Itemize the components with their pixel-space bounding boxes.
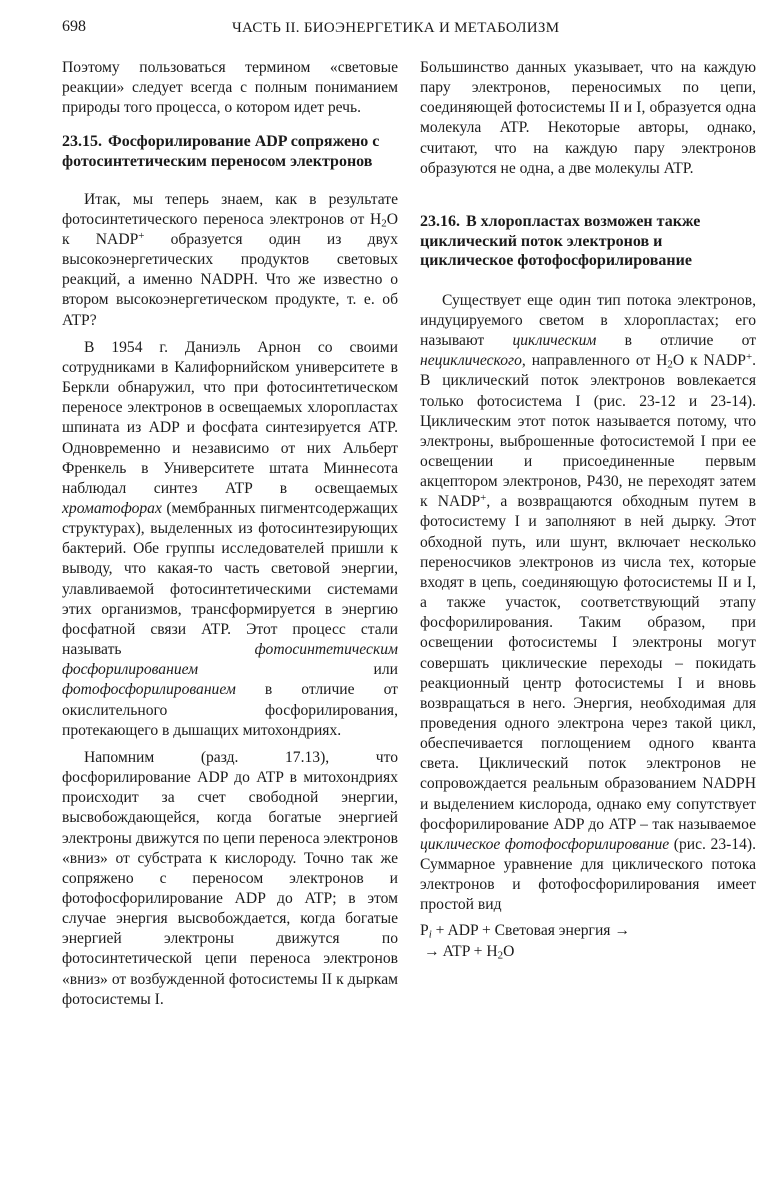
paragraph — [420, 291, 756, 916]
text-run: образуется один из двух высокоэнергетических продуктов световых реакций, а именно NADPH. Что же известно о втором высокоэнергетическом продукте, т. е. об ATP? — [62, 230, 398, 329]
text-run: (мембранных пигментсодержащих структурах), выделенных из фотосинтезирующих бактерий. Обе группы исследователей пришли к выводу, что какая-то часть световой энергии, улавливаемой фотосинтетическими системами этих организмов, трансформируется в энергию фосфатной связи ATP. Этот процесс стали называть — [62, 500, 398, 659]
section-number: 23.15. — [62, 133, 102, 151]
paragraph: Большинство данных указывает, что на каждую пару электронов, переносимых по цепи, соединяющей фотосистемы II и I, образуется одна молекула ATP. Некоторые авторы, однако, считают, что на каждую пару электронов образуются не одна, а две молекулы ATP. — [420, 59, 756, 177]
superscript: + — [480, 492, 487, 505]
superscript: + — [745, 351, 753, 364]
subscript: i — [428, 928, 432, 941]
running-head: ЧАСТЬ II. БИОЭНЕРГЕТИКА И МЕТАБОЛИЗМ — [232, 20, 560, 36]
section-title: Фосфорилирование ADP сопряжено с фотосинтетическим переносом электронов — [62, 133, 380, 171]
paragraph — [62, 190, 398, 331]
italic-term: нециклического — [420, 352, 522, 370]
paragraph-continued: Поэтому пользоваться термином «световые реакции» следует всегда с полным пониманием природы того процесса, о котором идет речь. — [62, 59, 398, 117]
text-run: . В циклический поток электронов вовлекается только фотосистема I (рис. 23-12 и 23-14). Циклическим этот поток называется потому, что электроны, выброшенные фотосистемой I при ее освещении и присоединенные первым акцептором электронов, P430, не переходят затем к NADP — [420, 352, 756, 511]
section-heading-23-15 — [62, 132, 398, 171]
text-run: + ADP + Световая энергия → — [431, 921, 630, 939]
subscript: 2 — [497, 949, 504, 962]
text-run: , направленного от H — [521, 352, 668, 370]
italic-term: хроматофорах — [62, 500, 162, 517]
text-run: или — [198, 661, 398, 679]
section-heading-23-16 — [420, 212, 756, 271]
italic-term: фотосинтетическим фосфорилированием — [62, 641, 398, 679]
subscript: 2 — [381, 217, 387, 230]
section-number: 23.16. — [420, 212, 460, 230]
page-header — [0, 18, 775, 42]
text-run: Существует еще один тип потока электронов, индуцируемого светом в хлоропластах; его называют — [420, 291, 756, 350]
text-run: в отличие от — [596, 332, 757, 350]
text-run: O — [503, 942, 515, 960]
text-run: В 1954 г. Даниэль Арнон со своими сотрудниками в Калифорнийском университете в Беркли обнаружил, что при фотосинтетическом переносе электронов в освещаемых хлоропластах шпината из ADP и фосфата синтезируется ATP. Одновременно и независимо от них Альберт Френкель в Университете штата Миннесота наблюдал синтез ATP в освещаемых — [62, 338, 398, 497]
text-run: (рис. 23-14). Суммарное уравнение для циклического потока электронов и фотофосфорилирования имеет простой вид — [420, 835, 756, 914]
right-column — [420, 58, 756, 962]
text-run: P — [420, 921, 429, 939]
italic-term: циклическим — [512, 332, 597, 350]
italic-term: фотофосфорилированием — [62, 681, 236, 699]
equation-line-2 — [420, 941, 756, 962]
paragraph — [62, 338, 398, 741]
text-run: в отличие от окислительного фосфорилирования, протекающего в дышащих митохондриях. — [62, 681, 398, 739]
text-run: → ATP + H — [424, 942, 498, 960]
left-column — [62, 58, 398, 1010]
text-run: O к NADP — [672, 352, 746, 370]
text-run: Итак, мы теперь знаем, как в результате фотосинтетического переноса электронов от H — [62, 190, 398, 228]
section-title: В хлоропластах возможен также циклический поток электронов и циклическое фотофосфорилирование — [420, 212, 701, 270]
equation — [420, 920, 756, 962]
text-run: O к NADP — [62, 210, 398, 248]
text-run: , а возвращаются обходным путем в фотосистему I и заполняют в ней дырку. Этот обходной путь, или шунт, включает несколько переносчиков электронов из числа тех, которые входят в цепь, соединяющую фотосистемы II и I, а также участок, соответствующий этапу фосфорилирования. Таким образом, при освещении фотосистемы I электроны могут совершать циклические переходы – покидать реакционный центр фотосистемы I и вновь возвращаться в него. Энергия, необходимая для проведения одного электрона через такой цикл, обеспечивается поглощением одного кванта света. Циклический поток электронов не сопровождается реальным образованием NADPH и выделением кислорода, однако ему сопутствует фосфорилирование ADP до ATP – так называемое — [420, 493, 756, 833]
page-number: 698 — [62, 18, 86, 35]
superscript: + — [138, 230, 145, 243]
italic-term: циклическое фотофосфорилирование — [420, 835, 670, 853]
equation-line-1 — [420, 920, 756, 941]
paragraph: Напомним (разд. 17.13), что фосфорилирование ADP до ATP в митохондриях происходит за счет свободной энергии, высвобождающейся, когда богатые энергией электроны движутся по цепи переноса электронов «вниз» от субстрата к кислороду. Точно так же сопряжено с переносом электронов и фотофосфорилирование ADP до ATP; в этом случае энергия высвобождается, когда богатые энергией электроны движутся по фотосинтетической цепи переноса электронов «вниз» от возбужденной фотосистемы II к дыркам фотосистемы I. — [62, 748, 398, 1008]
subscript: 2 — [667, 358, 673, 371]
